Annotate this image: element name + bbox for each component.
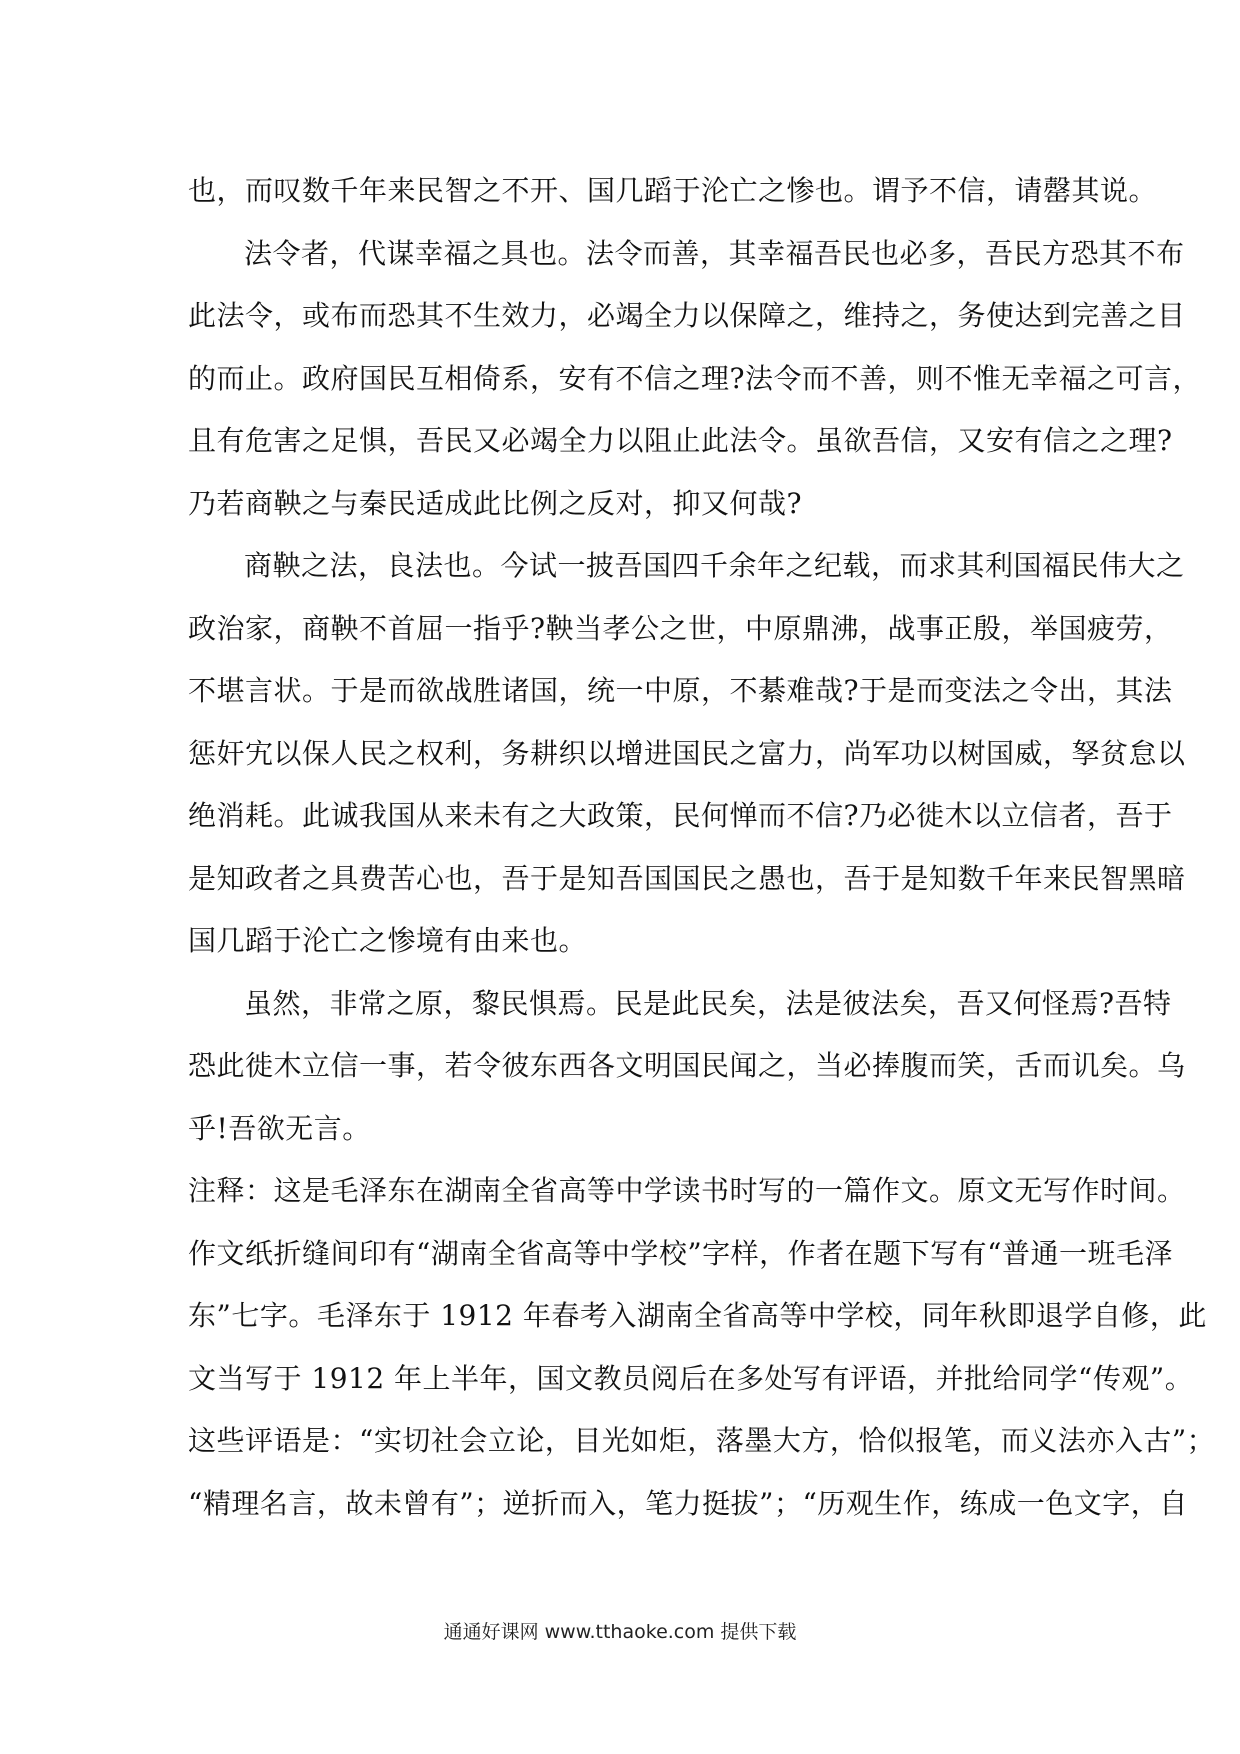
text-line: 绝消耗。此诚我国从来未有之大政策，民何惮而不信?乃必徙木以立信者，吾于	[188, 799, 1173, 832]
text-line: 乎!吾欲无言。	[188, 1111, 371, 1145]
document-body	[188, 160, 1216, 1535]
text-line: 乃若商鞅之与秦民适成此比例之反对，抑又何哉?	[188, 486, 803, 520]
annotation-line: 作文纸折缝间印有“湖南全省高等中学校”字样，作者在题下写有“普通一班毛泽	[188, 1236, 1173, 1270]
text-line: 是知政者之具费苦心也，吾于是知吾国国民之愚也，吾于是知数千年来民智黑暗	[188, 861, 1186, 895]
text-line: 也，而叹数千年来民智之不开、国几蹈于沦亡之惨也。谓予不信，请罄其说。	[188, 174, 1158, 207]
text-line: 法令者，代谋幸福之具也。法令而善，其幸福吾民也必多，吾民方恐其不布	[244, 236, 1185, 270]
text-line: 此法令，或布而恐其不生效力，必竭全力以保障之，维持之，务使达到完善之目	[188, 299, 1186, 332]
annotation-line: 东”七字。毛泽东于 1912 年春考入湖南全省高等中学校，同年秋即退学自修，此	[188, 1299, 1207, 1332]
text-line: 惩奸宄以保人民之权利，务耕织以增进国民之富力，尚军功以树国威，孥贫怠以	[188, 736, 1186, 770]
annotation-line: 文当写于 1912 年上半年，国文教员阅后在多处写有评语，并批给同学“传观”。	[188, 1361, 1194, 1395]
text-line: 恐此徙木立信一事，若令彼东西各文明国民闻之，当必捧腹而笑，舌而讥矣。乌	[188, 1049, 1186, 1082]
text-line: 且有危害之足惧，吾民又必竭全力以阻止此法令。虽欲吾信，又安有信之之理?	[188, 424, 1173, 457]
annotation-line: “精理名言，故未曾有”；逆折而入，笔力挺拔”；“历观生作，练成一色文字，自	[188, 1486, 1188, 1520]
text-line: 虽然，非常之原，黎民惧焉。民是此民矣，法是彼法矣，吾又何怪焉?吾特	[244, 986, 1172, 1020]
text-line: 的而止。政府国民互相倚系，安有不信之理?法令而不善，则不惟无幸福之可言，	[188, 361, 1202, 395]
page-footer: 通通好课网 www.tthaoke.com 提供下载	[443, 1621, 797, 1643]
annotation-line: 注释：这是毛泽东在湖南全省高等中学读书时写的一篇作文。原文无写作时间。	[188, 1174, 1186, 1207]
text-line: 商鞅之法，良法也。今试一披吾国四千余年之纪载，而求其利国福民伟大之	[244, 549, 1185, 582]
text-line: 不堪言状。于是而欲战胜诸国，统一中原，不綦难哉?于是而变法之令出，其法	[188, 674, 1173, 707]
text-line: 国几蹈于沦亡之惨境有由来也。	[188, 924, 588, 957]
text-line: 政治家，商鞅不首屈一指乎?鞅当孝公之世，中原鼎沸，战事正殷，举国疲劳，	[188, 611, 1173, 645]
annotation-line: 这些评语是：“实切社会立论，目光如炬，落墨大方，恰似报笔，而义法亦入古”；	[188, 1424, 1216, 1457]
